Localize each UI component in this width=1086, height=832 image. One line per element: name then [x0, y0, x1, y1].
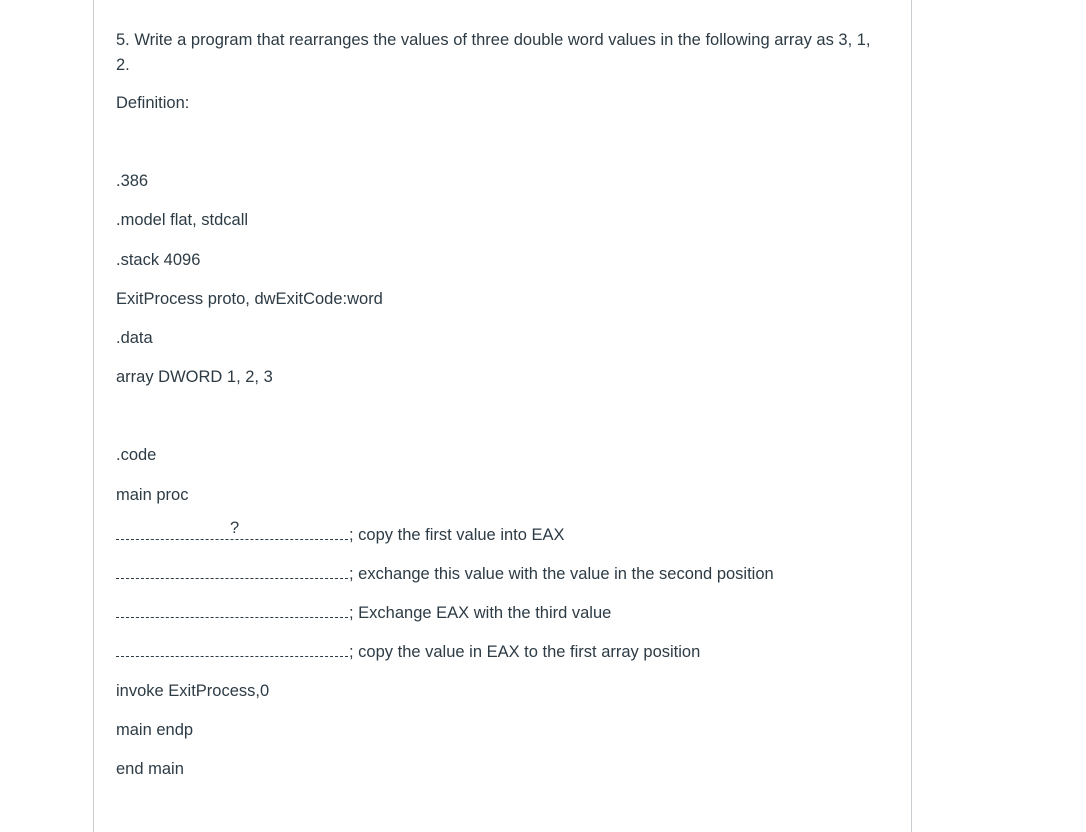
- blank-row: [116, 601, 611, 623]
- question-panel: [93, 0, 912, 832]
- code-line-invoke: invoke ExitProcess,0: [116, 682, 270, 700]
- blank-comment: ; Exchange EAX with the third value: [349, 604, 612, 622]
- blank-row: [116, 640, 700, 662]
- code-line-386: .386: [116, 172, 149, 190]
- blank-marker: ?: [230, 519, 240, 537]
- code-line-exitprocess-proto: ExitProcess proto, dwExitCode:word: [116, 290, 383, 308]
- code-line-stack: .stack 4096: [116, 251, 201, 269]
- code-line-main-endp: main endp: [116, 721, 194, 739]
- fill-in-blank: [116, 601, 348, 618]
- code-line-main-proc: main proc: [116, 486, 189, 504]
- fill-in-blank: [116, 640, 348, 657]
- code-line-model: .model flat, stdcall: [116, 211, 249, 229]
- code-line-data: .data: [116, 329, 153, 347]
- blank-row: [116, 562, 774, 584]
- blank-row: [116, 519, 565, 545]
- fill-in-blank: [116, 519, 348, 540]
- blank-comment: ; exchange this value with the value in the second position: [349, 565, 774, 583]
- code-line-array: array DWORD 1, 2, 3: [116, 368, 273, 386]
- blank-comment: ; copy the first value into EAX: [349, 526, 565, 544]
- code-line-end-main: end main: [116, 760, 184, 778]
- definition-label: Definition:: [116, 94, 190, 112]
- blank-comment: ; copy the value in EAX to the first array position: [349, 643, 701, 661]
- question-text: 5. Write a program that rearranges the values of three double word values in the following array as 3, 1, 2.: [116, 31, 871, 74]
- fill-in-blank: [116, 562, 348, 579]
- code-line-code: .code: [116, 446, 157, 464]
